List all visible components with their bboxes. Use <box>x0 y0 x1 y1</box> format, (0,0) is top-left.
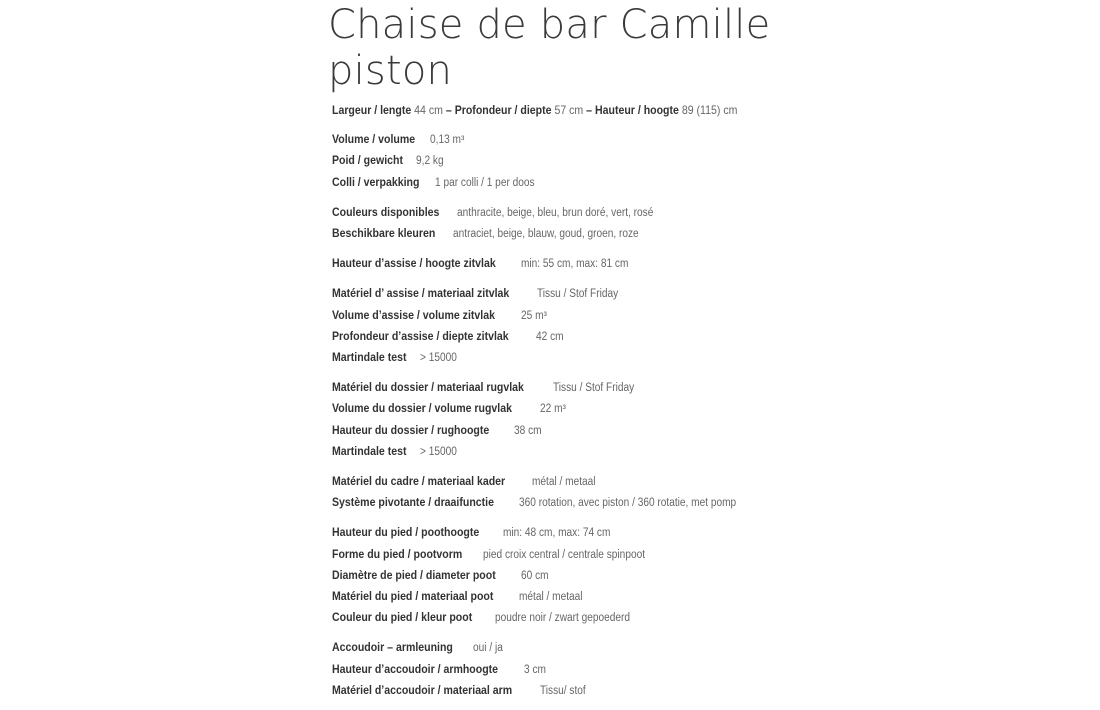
spec-group <box>332 377 892 462</box>
spec-line <box>332 637 892 658</box>
spec-line <box>332 586 892 607</box>
spec-line <box>332 522 892 543</box>
spec-line <box>332 565 892 586</box>
spec-label: Profondeur d’assise / diepte zitvlak <box>332 328 509 343</box>
spec-group <box>332 253 892 274</box>
spec-line <box>332 398 892 419</box>
spec-line <box>332 283 892 304</box>
spec-label: Colli / verpakking <box>332 174 420 189</box>
spec-value: 0,13 m³ <box>429 134 465 147</box>
spec-value: 42 cm <box>536 330 564 343</box>
spec-group <box>332 129 892 193</box>
spec-group <box>332 283 892 368</box>
product-title: Chaise de bar Camille piston <box>328 2 771 94</box>
spec-label: Martindale test <box>332 443 407 458</box>
spec-label: Volume / volume <box>332 132 416 147</box>
spec-value: Tissu / Stof Friday <box>536 288 618 301</box>
spec-value: oui / ja <box>472 642 503 655</box>
spec-line <box>332 544 892 565</box>
depth-label: Profondeur / diepte <box>454 103 552 117</box>
spec-label: Couleur du pied / kleur poot <box>332 610 473 625</box>
width-label: Largeur / lengte <box>332 103 412 117</box>
spec-label: Hauteur du dossier / rughoogte <box>332 422 490 437</box>
spec-line <box>332 347 892 368</box>
spec-value: anthracite, beige, bleu, brun doré, vert, rosé <box>457 206 654 219</box>
spec-value: pied croix central / centrale spinpoot <box>483 548 646 561</box>
spec-value: métal / metaal <box>532 476 596 489</box>
spec-value: 60 cm <box>521 569 549 582</box>
spec-group <box>332 471 892 513</box>
spec-line <box>332 377 892 398</box>
spec-line <box>332 420 892 441</box>
dimension-separator: – <box>445 103 452 117</box>
spec-line <box>332 150 892 171</box>
spec-label: Accoudoir – armleuning <box>332 640 453 655</box>
spec-label: Martindale test <box>332 350 407 365</box>
spec-group-dimensions <box>332 100 892 120</box>
spec-value: > 15000 <box>420 352 457 365</box>
spec-value: Tissu / Stof Friday <box>553 382 635 395</box>
spec-value: poudre noir / zwart gepoederd <box>494 612 630 625</box>
spec-label: Matériel du dossier / materiaal rugvlak <box>332 380 524 395</box>
spec-value: 22 m³ <box>539 403 566 416</box>
spec-label: Volume d’assise / volume zitvlak <box>332 307 495 322</box>
spec-line <box>332 492 892 513</box>
spec-label: Matériel du pied / materiaal poot <box>332 589 494 604</box>
spec-group <box>332 202 892 244</box>
spec-label: Diamètre de pied / diameter poot <box>332 567 496 582</box>
spec-label: Matériel du cadre / materiaal kader <box>332 474 506 489</box>
spec-value: métal / metaal <box>518 591 583 604</box>
spec-line <box>332 680 892 701</box>
spec-line <box>332 223 892 244</box>
spec-line <box>332 659 892 680</box>
depth-value: 57 cm <box>554 103 584 117</box>
spec-label: Couleurs disponibles <box>332 204 440 219</box>
spec-value: 25 m³ <box>520 309 547 322</box>
spec-line <box>332 326 892 347</box>
spec-value: min: 55 cm, max: 81 cm <box>521 258 629 271</box>
spec-label: Matériel d’accoudoir / materiaal arm <box>332 682 513 697</box>
spec-line <box>332 129 892 150</box>
spec-list <box>332 100 892 710</box>
spec-value: antraciet, beige, blauw, goud, groen, roze <box>452 228 639 241</box>
spec-line <box>332 305 892 326</box>
spec-value: 360 rotation, avec piston / 360 rotatie, met pomp <box>519 497 737 510</box>
spec-label: Hauteur d’accoudoir / armhoogte <box>332 661 499 676</box>
spec-line <box>332 441 892 462</box>
spec-line <box>332 607 892 628</box>
dimensions-wrap <box>332 100 737 120</box>
height-label: Hauteur / hoogte <box>594 103 679 117</box>
spec-label: Hauteur d’assise / hoogte zitvlak <box>332 256 496 271</box>
spec-label: Beschikbare kleuren <box>332 226 436 241</box>
spec-label: Poid / gewicht <box>332 153 403 168</box>
width-value: 44 cm <box>414 103 443 117</box>
height-value: 89 (115) cm <box>681 103 738 117</box>
spec-group <box>332 637 892 701</box>
spec-line <box>332 172 892 193</box>
spec-value: 38 cm <box>514 424 542 437</box>
spec-label: Volume du dossier / volume rugvlak <box>332 401 512 416</box>
spec-label: Système pivotante / draaifunctie <box>332 495 494 510</box>
spec-label: Forme du pied / pootvorm <box>332 546 463 561</box>
spec-value: 3 cm <box>524 663 546 676</box>
spec-value: > 15000 <box>420 445 457 458</box>
spec-line <box>332 253 892 274</box>
spec-value: 1 par colli / 1 per doos <box>434 176 535 189</box>
spec-line <box>332 471 892 492</box>
spec-value: Tissu/ stof <box>540 684 586 697</box>
spec-line <box>332 202 892 223</box>
spec-label: Hauteur du pied / poothoogte <box>332 525 480 540</box>
dimension-separator: – <box>586 103 593 117</box>
spec-groups <box>332 129 892 701</box>
spec-value: 9,2 kg <box>416 155 444 168</box>
spec-dimensions-line <box>332 100 892 120</box>
spec-group <box>332 522 892 628</box>
spec-label: Matériel d’ assise / materiaal zitvlak <box>332 286 510 301</box>
spec-value: min: 48 cm, max: 74 cm <box>502 527 611 540</box>
